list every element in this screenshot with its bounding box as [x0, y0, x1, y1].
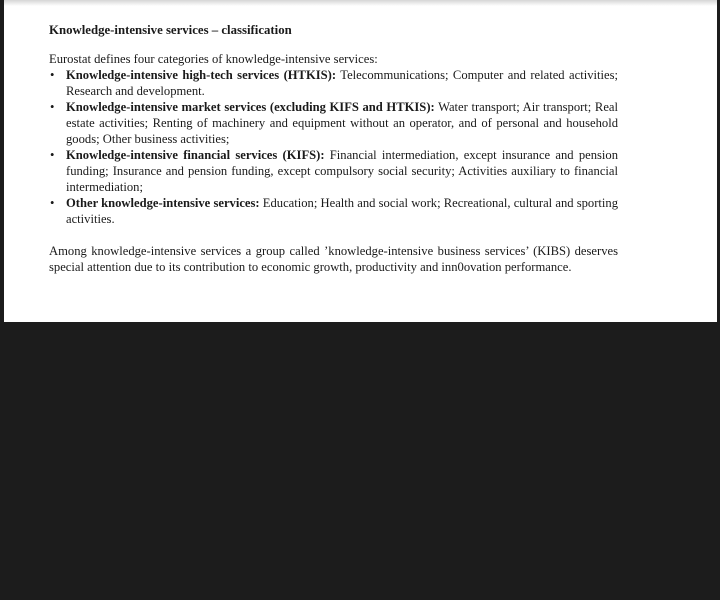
list-item	[49, 99, 618, 147]
document-page	[4, 0, 717, 322]
page-top-edge	[4, 0, 717, 6]
category-list	[49, 67, 618, 227]
category-description: Telecommunications; Computer and related activities; Research and development.	[66, 68, 618, 98]
category-term: Knowledge-intensive financial services (KIFS):	[66, 148, 325, 162]
intro-paragraph: Eurostat defines four categories of knowledge-intensive services:	[49, 52, 378, 66]
bullet-icon: •	[50, 100, 55, 114]
bullet-icon: •	[50, 68, 55, 82]
document-content	[49, 22, 618, 275]
section-heading: Knowledge-intensive services – classification	[49, 23, 292, 37]
list-item	[49, 147, 618, 195]
category-description: Water transport; Air transport; Real estate activities; Renting of machinery and equipment without an operator, and of personal and household goods; Other business activities;	[66, 100, 618, 146]
bullet-icon: •	[50, 148, 55, 162]
category-description: Financial intermediation, except insurance and pension funding; Insurance and pension funding, except compulsory social security; Activities auxiliary to financial intermediation;	[66, 148, 619, 194]
list-item	[49, 195, 618, 227]
category-term: Other knowledge-intensive services:	[66, 196, 260, 210]
bullet-icon: •	[50, 196, 55, 210]
closing-paragraph: Among knowledge-intensive services a group called ’knowledge-intensive business services’ (KIBS) deserves special attention due to its contribution to economic growth, productivity and inn0ovation performance.	[49, 244, 618, 274]
list-item	[49, 67, 618, 99]
category-description: Education; Health and social work; Recreational, cultural and sporting activities.	[66, 196, 618, 226]
category-term: Knowledge-intensive market services (excluding KIFS and HTKIS):	[66, 100, 435, 114]
category-term: Knowledge-intensive high-tech services (HTKIS):	[66, 68, 337, 82]
